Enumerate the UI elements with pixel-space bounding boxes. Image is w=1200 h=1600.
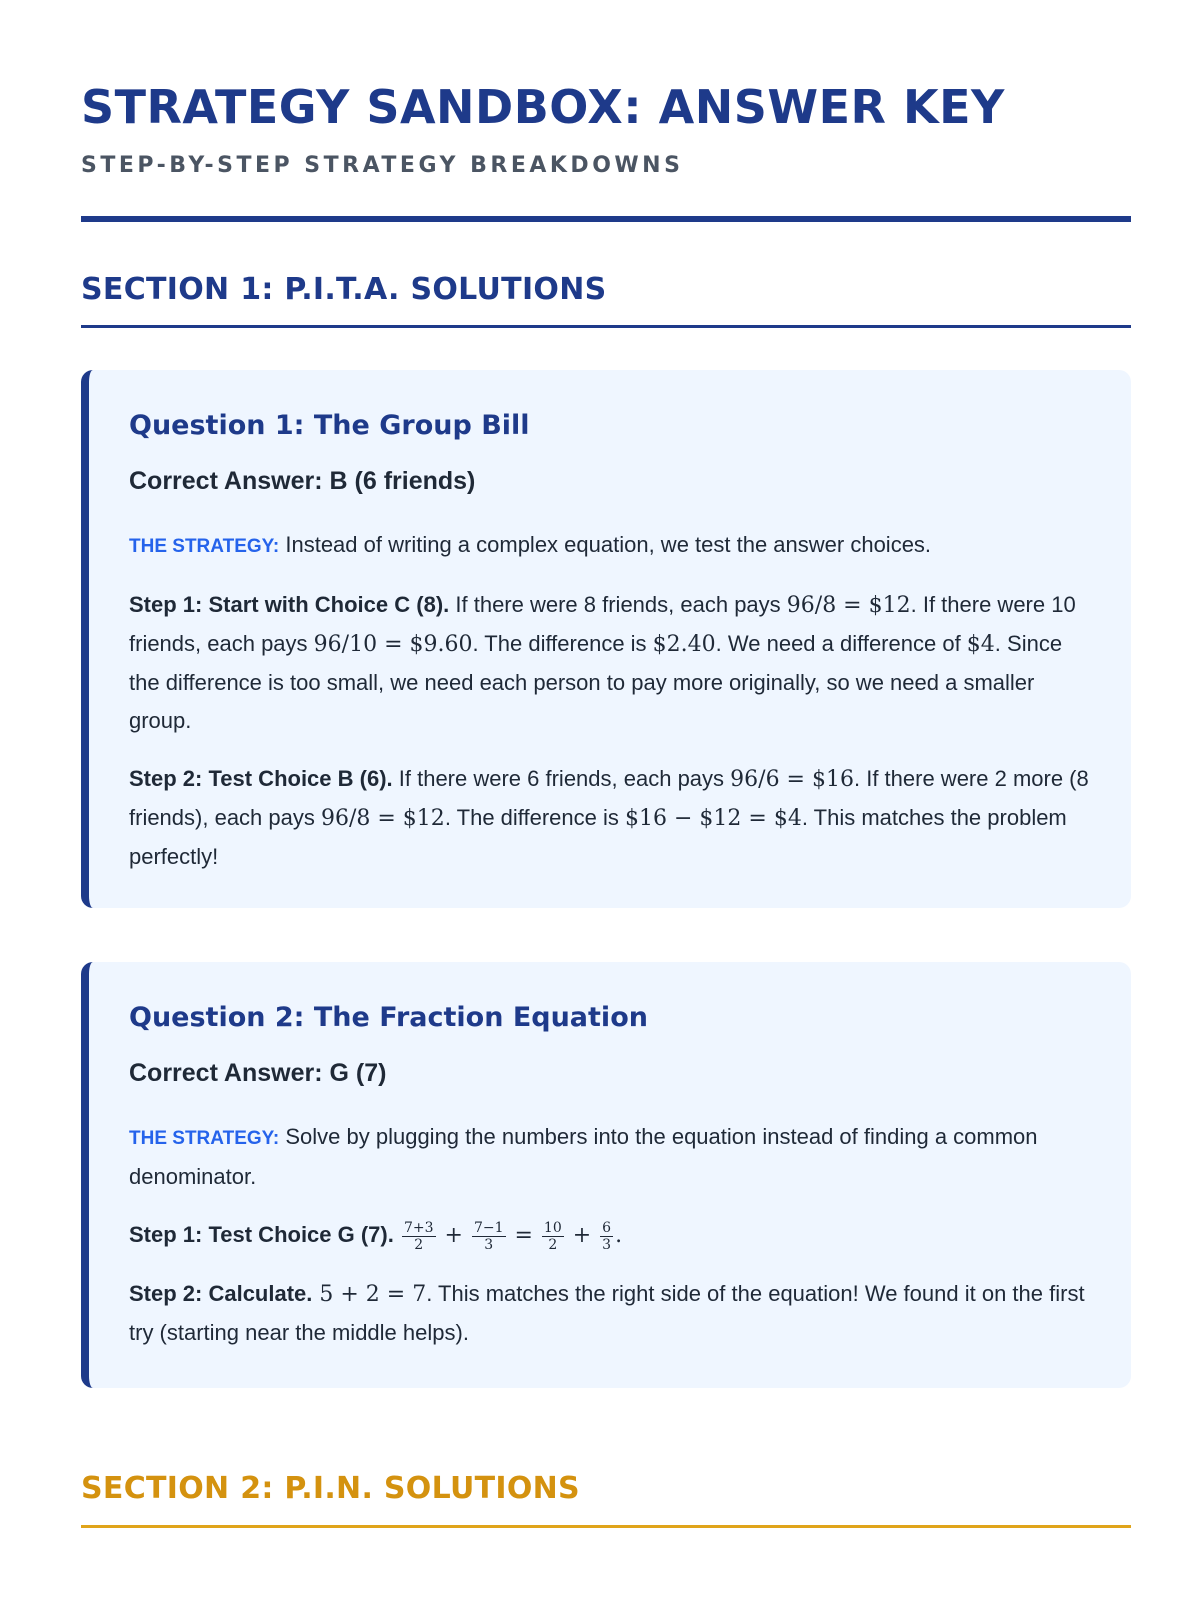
step-text: . If there were 10 friends, each pays <box>129 592 1076 656</box>
step-label: Step 2: Calculate. <box>129 1281 313 1306</box>
step-text: . The difference is <box>444 805 625 830</box>
question-2-answer: Correct Answer: G (7) <box>129 1059 387 1087</box>
question-2-title: Question 2: The Fraction Equation <box>129 1002 648 1033</box>
math-operator: . <box>615 1223 623 1248</box>
fraction-denominator: 3 <box>602 1236 612 1253</box>
section-2-heading: SECTION 2: P.I.N. SOLUTIONS <box>81 1471 580 1506</box>
question-1-step-2 <box>129 760 1091 876</box>
fraction-numerator: 7−1 <box>473 1219 504 1236</box>
step-text: . Since the difference is too small, we need each person to pay more originally, so we need a smaller group. <box>129 631 1063 733</box>
step-label: Step 1: Start with Choice C (8). <box>129 592 450 617</box>
step-text: . The difference is <box>472 631 653 656</box>
fraction <box>402 1220 436 1253</box>
question-2-card <box>81 962 1131 1388</box>
fraction <box>600 1220 613 1253</box>
section-2-divider <box>81 1525 1131 1528</box>
strategy-label: THE STRATEGY: <box>129 536 280 557</box>
math-expression: $4 <box>966 632 995 657</box>
fraction <box>472 1220 506 1253</box>
header-divider <box>81 216 1131 222</box>
step-text: . This matches the problem perfectly! <box>129 805 1067 869</box>
math-expression: 96/10 = $9.60 <box>313 632 473 657</box>
math-expression: 5 + 2 = 7 <box>312 1282 427 1307</box>
math-operator: = <box>507 1223 540 1248</box>
fraction-numerator: 6 <box>602 1219 612 1236</box>
math-expression: 96/6 = $16 <box>730 767 854 792</box>
fraction-numerator: 10 <box>543 1219 562 1236</box>
fraction-denominator: 2 <box>414 1236 424 1253</box>
step-label: Step 2: Test Choice B (6). <box>129 766 393 791</box>
math-expression: 96/8 = $12 <box>320 806 445 831</box>
step-label: Step 1: Test Choice G (7). <box>129 1222 394 1247</box>
section-1-heading: SECTION 1: P.I.T.A. SOLUTIONS <box>81 272 607 307</box>
strategy-label: THE STRATEGY: <box>129 1128 280 1149</box>
math-expression: $16 − $12 = $4 <box>625 806 802 831</box>
fraction-denominator: 3 <box>484 1236 494 1253</box>
question-1-title: Question 1: The Group Bill <box>129 410 530 441</box>
step-text: . We need a difference of <box>715 631 967 656</box>
question-2-strategy <box>129 1118 1091 1196</box>
section-1-divider <box>81 325 1131 328</box>
math-expression: 96/8 = $12 <box>786 593 911 618</box>
strategy-text: Instead of writing a complex equation, we test the answer choices. <box>279 532 932 557</box>
question-1-answer: Correct Answer: B (6 friends) <box>129 467 476 495</box>
math-operator: + <box>565 1223 599 1248</box>
page-title: STRATEGY SANDBOX: ANSWER KEY <box>81 80 1005 134</box>
step-text: . This matches the right side of the equation! We found it on the first try (starting near the middle helps). <box>129 1281 1085 1345</box>
step-text: If there were 6 friends, each pays <box>392 766 731 791</box>
step-text: If there were 8 friends, each pays <box>449 592 787 617</box>
question-1-strategy <box>129 526 1091 566</box>
strategy-text: Solve by plugging the numbers into the equation instead of finding a common denominator. <box>129 1124 1038 1189</box>
question-2-step-2 <box>129 1275 1091 1352</box>
question-2-step-1 <box>129 1216 1091 1255</box>
math-expression: $2.40 <box>652 632 716 657</box>
page-subtitle: STEP-BY-STEP STRATEGY BREAKDOWNS <box>81 153 684 178</box>
question-1-card <box>81 370 1131 908</box>
question-1-step-1 <box>129 586 1091 740</box>
math-operator: + <box>437 1223 470 1248</box>
step-text: . If there were 2 more (8 friends), each pays <box>129 766 1089 830</box>
fraction <box>542 1220 564 1253</box>
fraction-denominator: 2 <box>548 1236 558 1253</box>
fraction-numerator: 7+3 <box>403 1219 434 1236</box>
